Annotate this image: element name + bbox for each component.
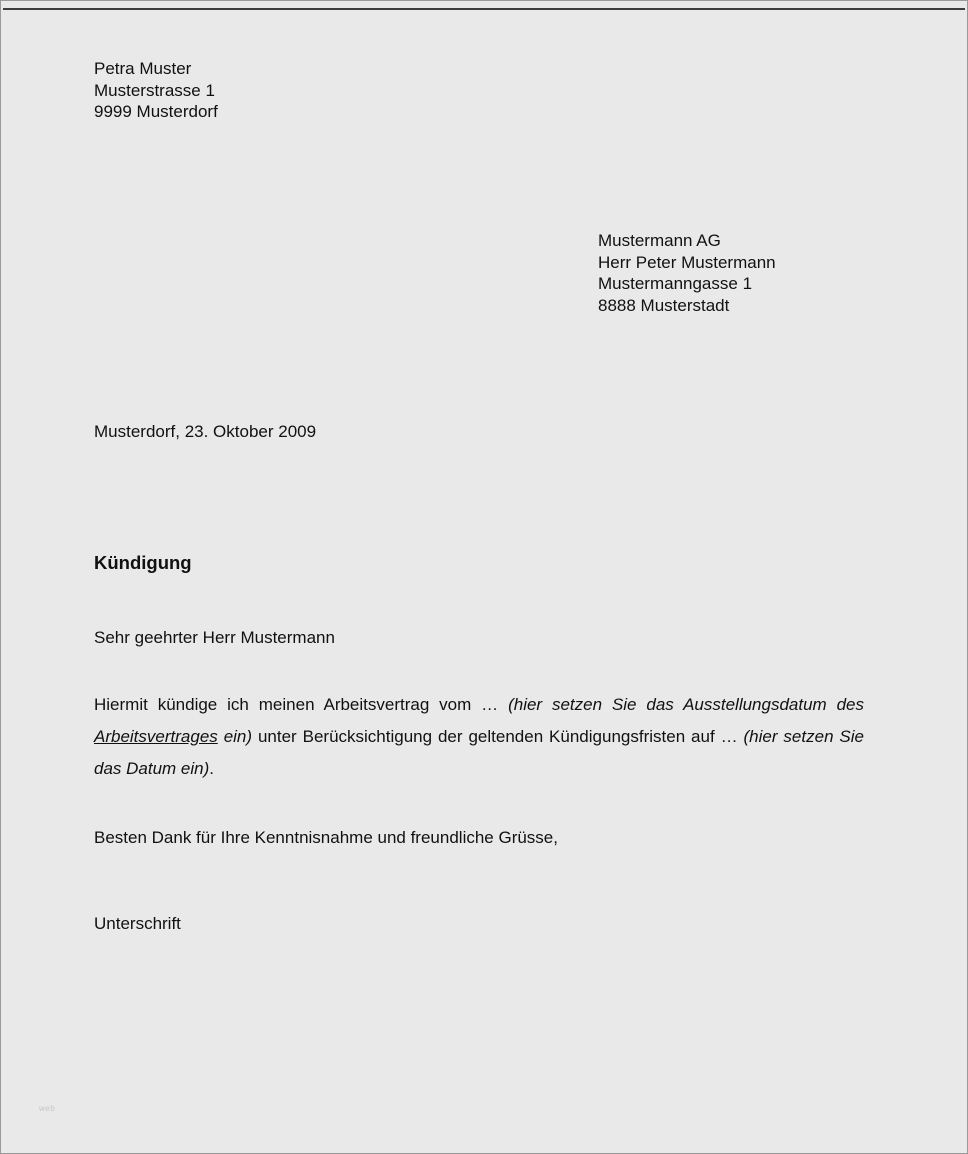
body-text-normal-2: unter Berücksichtigung der geltenden Kündigungsfristen auf … [252,727,744,746]
sender-address-block [94,58,218,123]
body-text-normal-1: Hiermit kündige ich meinen Arbeitsvertrag vom … [94,695,509,714]
recipient-city: 8888 Musterstadt [598,295,730,315]
salutation: Sehr geehrter Herr Mustermann [94,628,335,647]
recipient-name: Herr Peter Mustermann [598,252,776,272]
body-text-italic-hint-1-end: ein) [217,727,253,746]
recipient-company: Mustermann AG [598,231,721,250]
body-text-italic-underlined: Arbeitsvertrages [94,727,218,746]
closing-line: Besten Dank für Ihre Kenntnisnahme und freundliche Grüsse, [94,828,558,847]
body-paragraph [94,689,864,785]
recipient-address-block [598,230,776,316]
sender-city: 9999 Musterdorf [94,102,218,121]
sender-street: Musterstrasse 1 [94,80,215,100]
watermark-text: web [39,1104,56,1113]
date-line: Musterdorf, 23. Oktober 2009 [94,422,317,441]
sender-name: Petra Muster [94,59,192,78]
top-divider-rule [3,8,965,10]
signature-label: Unterschrift [94,914,181,933]
body-text-period: . [209,759,215,778]
subject-heading: Kündigung [94,552,192,573]
recipient-street: Mustermanngasse 1 [598,274,753,293]
body-text-italic-hint-1: (hier setzen Sie das Ausstellungsdatum des [508,695,864,714]
body-text-italic-hint-2: (hier setzen Sie das Datum ein) [94,727,864,778]
